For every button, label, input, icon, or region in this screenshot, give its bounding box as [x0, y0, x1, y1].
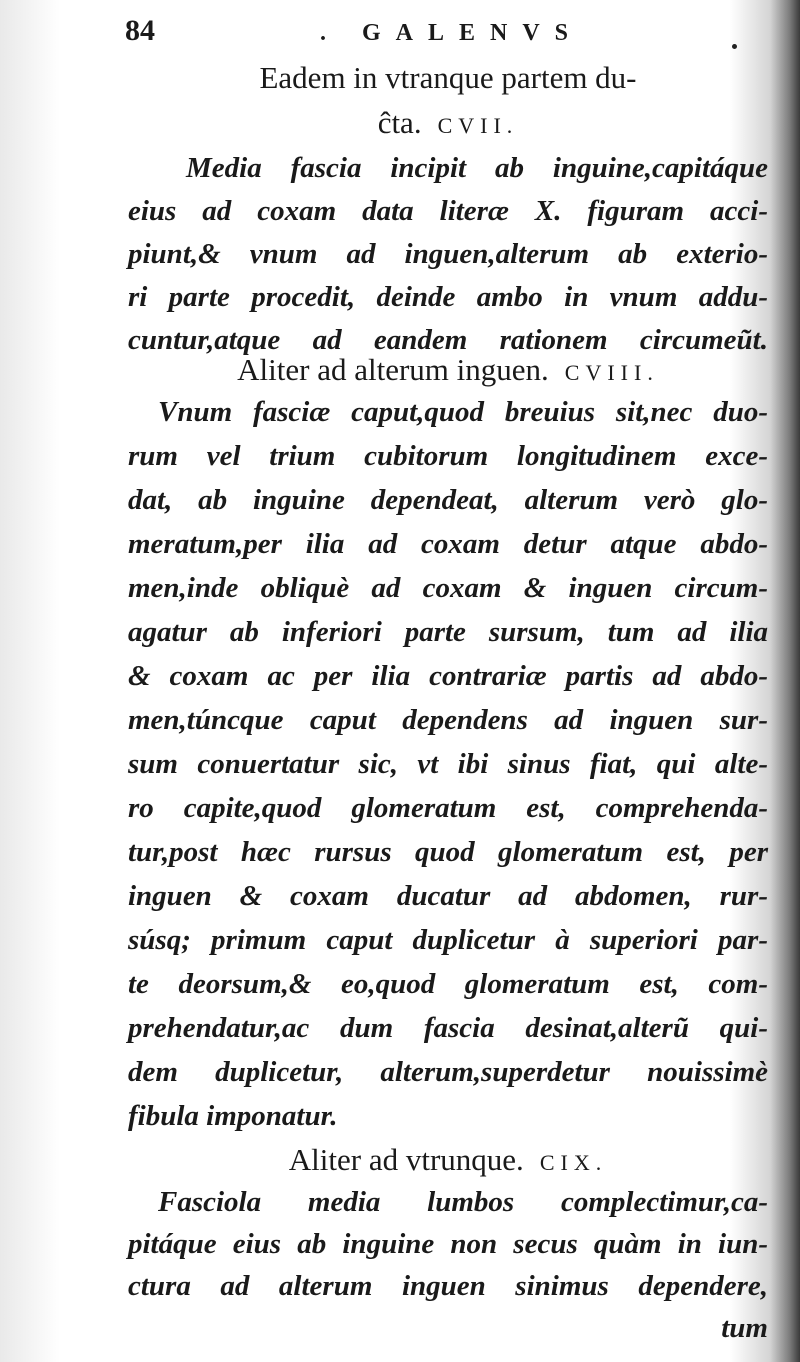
text-line: ri parte procedit, deinde ambo in vnum addu- — [128, 281, 768, 313]
section-heading: Eadem in vtranque partem du- — [259, 60, 637, 95]
page-number: 84 — [125, 14, 155, 47]
text-line: prehendatur,ac dum fascia desinat,alterũ qui- — [128, 1012, 768, 1044]
text-line: meratum,per ilia ad coxam detur atque abdo- — [128, 528, 768, 560]
text-line: fibula imponatur. — [128, 1100, 338, 1132]
section-numeral: CVIII. — [564, 360, 659, 385]
text-line: Fasciola media lumbos complectimur,ca- — [158, 1186, 768, 1218]
section-numeral: CIX. — [539, 1150, 608, 1175]
text-line: & coxam ac per ilia contrariæ partis ad abdo- — [128, 660, 768, 692]
section-heading: Aliter ad vtrunque. CIX. — [288, 1142, 608, 1177]
text-line: sum conuertatur sic, vt ibi sinus fiat, qui alte- — [128, 748, 768, 780]
text-line: pitáque eius ab inguine non secus quàm in iun- — [128, 1228, 768, 1260]
text-line: tur,post hæc rursus quod glomeratum est, per — [128, 836, 768, 868]
catchword: tum — [721, 1312, 768, 1344]
text-line: dat, ab inguine dependeat, alterum verò glo- — [128, 484, 768, 516]
section-numeral: CVII. — [437, 113, 519, 138]
text-line: eius ad coxam data literæ X. figuram acci- — [128, 195, 768, 227]
section-heading: ĉta. CVII. — [377, 105, 519, 140]
ink-blot — [732, 44, 737, 49]
text-line: dem duplicetur, alterum,superdetur nouissimè — [128, 1056, 768, 1088]
text-line: men,túncque caput dependens ad inguen sur- — [128, 704, 768, 736]
text-line: te deorsum,& eo,quod glomeratum est, com- — [128, 968, 768, 1000]
text-line: cuntur,atque ad eandem rationem circumeũt. — [128, 324, 768, 356]
text-line: Media fascia incipit ab inguine,capitáque — [186, 152, 768, 184]
text-line: men,inde obliquè ad coxam & inguen circum- — [128, 572, 768, 604]
text-line: piunt,& vnum ad inguen,alterum ab exterio- — [128, 238, 768, 270]
section-heading: Aliter ad alterum inguen. CVIII. — [237, 352, 659, 387]
text-line: súsq; primum caput duplicetur à superiori par- — [128, 924, 768, 956]
page-header — [0, 14, 800, 54]
text-line: inguen & coxam ducatur ad abdomen, rur- — [128, 880, 768, 912]
running-title: . GALENVS — [320, 20, 584, 46]
text-line: ro capite,quod glomeratum est, comprehenda- — [128, 792, 768, 824]
text-line: agatur ab inferiori parte sursum, tum ad ilia — [128, 616, 768, 648]
text-line: Vnum fasciæ caput,quod breuius sit,nec duo- — [158, 396, 768, 428]
text-line: rum vel trium cubitorum longitudinem exce- — [128, 440, 768, 472]
text-line: ctura ad alterum inguen sinimus dependere, — [128, 1270, 768, 1302]
